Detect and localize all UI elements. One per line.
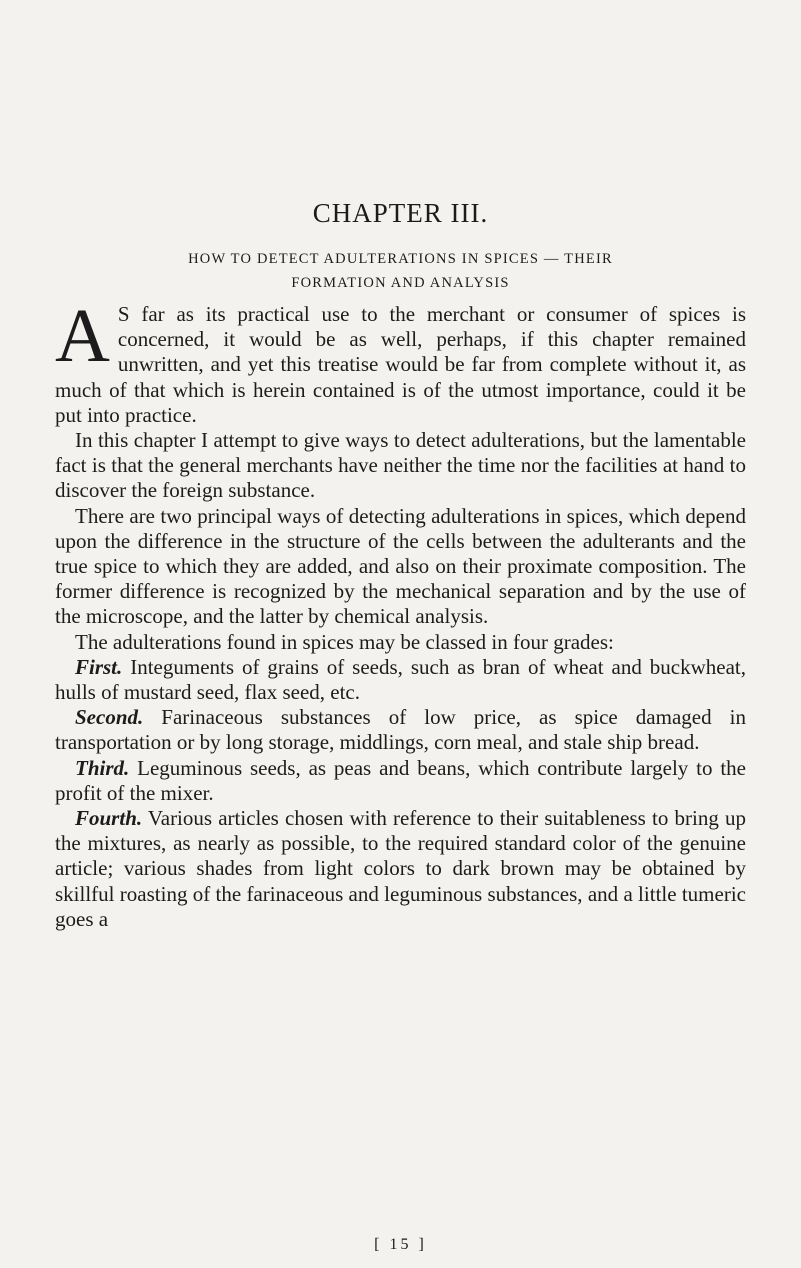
- paragraph-4: [55, 630, 746, 655]
- paragraph-text: The adulterations found in spices may be classed in four grades:: [75, 629, 614, 654]
- paragraph-text: There are two principal ways of detecting adulterations in spices, which depend upon the difference in the structure of the cells between the adulterants and the true spice to which they are added, and also on their proximate composition. The former difference is recognized by the mechanical separation and by the use of the microscope, and the latter by chemical analysis.: [55, 503, 746, 629]
- drop-cap: A: [55, 294, 110, 378]
- grade-label: Fourth.: [75, 806, 143, 831]
- page-number: [ 15 ]: [374, 1236, 427, 1253]
- paragraph-text: In this chapter I attempt to give ways to detect adulterations, but the lamentable fact is that the general merchants have neither the time nor the facilities at hand to discover the foreign substance.: [55, 428, 746, 503]
- paragraph-first-grade: [55, 655, 746, 705]
- chapter-subtitle: [0, 247, 801, 295]
- paragraph-text: S far as its practical use to the merchant or consumer of spices is concerned, it would be as well, perhaps, if this chapter remained unwritten, and yet this treatise would be far from complete without it, as much of that which is herein contained is of the utmost importance, could it be put into practice.: [55, 302, 746, 427]
- chapter-title: CHAPTER III.: [312, 198, 489, 228]
- paragraph-1: [55, 294, 746, 428]
- paragraph-fourth-grade: [55, 806, 746, 932]
- chapter-subtitle-line-2: FORMATION AND ANALYSIS: [291, 275, 510, 291]
- grade-label: Second.: [75, 705, 144, 730]
- grade-label: Third.: [75, 755, 130, 780]
- paragraph-text: Leguminous seeds, as peas and beans, which contribute largely to the profit of the mixer.: [55, 755, 746, 805]
- paragraph-text: Farinaceous substances of low price, as spice damaged in transportation or by long storage, middlings, corn meal, and stale ship bread.: [55, 705, 746, 755]
- chapter-subtitle-line-1: HOW TO DETECT ADULTERATIONS IN SPICES — THEIR: [188, 251, 613, 267]
- paragraph-text: Various articles chosen with reference to their suitableness to bring up the mixtures, as nearly as possible, to the required standard color of the genuine article; various shades from light colors to dark brown may be obtained by skillful roasting of the farinaceous and leguminous substances, and a little tumeric goes a: [55, 806, 746, 931]
- paragraph-2: [55, 428, 746, 504]
- body-text: [55, 294, 746, 932]
- paragraph-second-grade: [55, 705, 746, 755]
- paragraph-third-grade: [55, 756, 746, 806]
- paragraph-3: [55, 504, 746, 630]
- grade-label: First.: [75, 654, 123, 679]
- paragraph-text: Integuments of grains of seeds, such as bran of wheat and buckwheat, hulls of mustard seed, flax seed, etc.: [55, 654, 746, 705]
